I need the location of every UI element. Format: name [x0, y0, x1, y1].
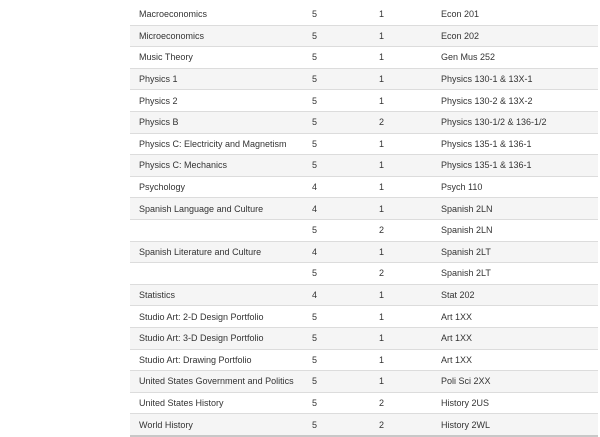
table-row [130, 90, 598, 112]
course-cell: Econ 201 [432, 4, 598, 25]
table-row [130, 133, 598, 155]
credits-cell: 1 [370, 327, 432, 349]
course-cell: Psych 110 [432, 176, 598, 198]
subject-cell: Statistics [130, 284, 303, 306]
credits-cell: 1 [370, 176, 432, 198]
table-row [130, 25, 598, 47]
credits-cell: 1 [370, 133, 432, 155]
credits-cell: 2 [370, 111, 432, 133]
course-cell: History 2US [432, 392, 598, 414]
course-cell: Physics 130-2 & 13X-2 [432, 90, 598, 112]
score-cell: 5 [303, 392, 370, 414]
subject-cell: Spanish Language and Culture [130, 198, 303, 220]
score-cell: 5 [303, 219, 370, 241]
course-cell: Physics 130-1/2 & 136-1/2 [432, 111, 598, 133]
subject-cell [130, 263, 303, 285]
score-cell: 5 [303, 68, 370, 90]
credits-cell: 1 [370, 68, 432, 90]
table-row [130, 414, 598, 436]
score-cell: 4 [303, 198, 370, 220]
credits-cell: 1 [370, 198, 432, 220]
course-cell: Gen Mus 252 [432, 47, 598, 69]
table-row [130, 47, 598, 69]
course-cell: Spanish 2LN [432, 198, 598, 220]
course-cell: History 2WL [432, 414, 598, 436]
score-cell: 5 [303, 371, 370, 393]
table-row [130, 4, 598, 25]
subject-cell: United States Government and Politics [130, 371, 303, 393]
credits-cell: 2 [370, 392, 432, 414]
subject-cell: Psychology [130, 176, 303, 198]
score-cell: 5 [303, 327, 370, 349]
subject-cell: Studio Art: 3-D Design Portfolio [130, 327, 303, 349]
score-cell: 5 [303, 349, 370, 371]
credits-cell: 1 [370, 349, 432, 371]
credits-cell: 1 [370, 306, 432, 328]
course-cell: Physics 135-1 & 136-1 [432, 133, 598, 155]
table-row [130, 176, 598, 198]
score-cell: 5 [303, 133, 370, 155]
score-cell: 5 [303, 155, 370, 177]
subject-cell: Music Theory [130, 47, 303, 69]
table-row [130, 306, 598, 328]
credits-cell: 1 [370, 371, 432, 393]
subject-cell: Studio Art: Drawing Portfolio [130, 349, 303, 371]
subject-cell: Studio Art: 2-D Design Portfolio [130, 306, 303, 328]
credits-cell: 2 [370, 414, 432, 436]
subject-cell: Physics C: Electricity and Magnetism [130, 133, 303, 155]
table-row [130, 349, 598, 371]
subject-cell: Spanish Literature and Culture [130, 241, 303, 263]
score-cell: 5 [303, 306, 370, 328]
course-cell: Poli Sci 2XX [432, 371, 598, 393]
course-cell: Spanish 2LN [432, 219, 598, 241]
subject-cell: Physics 1 [130, 68, 303, 90]
credits-cell: 2 [370, 263, 432, 285]
subject-cell: United States History [130, 392, 303, 414]
score-cell: 4 [303, 241, 370, 263]
score-cell: 4 [303, 176, 370, 198]
subject-cell: Microeconomics [130, 25, 303, 47]
credits-cell: 1 [370, 90, 432, 112]
course-cell: Art 1XX [432, 306, 598, 328]
score-cell: 5 [303, 414, 370, 436]
score-cell: 4 [303, 284, 370, 306]
table-row [130, 219, 598, 241]
table-row [130, 284, 598, 306]
credits-cell: 1 [370, 4, 432, 25]
credits-cell: 1 [370, 241, 432, 263]
course-cell: Spanish 2LT [432, 241, 598, 263]
score-cell: 5 [303, 263, 370, 285]
credits-cell: 2 [370, 219, 432, 241]
ap-credit-table [130, 4, 598, 437]
subject-cell: Physics B [130, 111, 303, 133]
table-row [130, 371, 598, 393]
score-cell: 5 [303, 4, 370, 25]
subject-cell [130, 219, 303, 241]
subject-cell: World History [130, 414, 303, 436]
table-row [130, 198, 598, 220]
table-row [130, 111, 598, 133]
course-cell: Art 1XX [432, 349, 598, 371]
course-cell: Art 1XX [432, 327, 598, 349]
course-cell: Econ 202 [432, 25, 598, 47]
course-cell: Spanish 2LT [432, 263, 598, 285]
credits-cell: 1 [370, 155, 432, 177]
table-row [130, 241, 598, 263]
subject-cell: Physics C: Mechanics [130, 155, 303, 177]
table-row [130, 392, 598, 414]
score-cell: 5 [303, 90, 370, 112]
credits-cell: 1 [370, 284, 432, 306]
table-row [130, 68, 598, 90]
score-cell: 5 [303, 25, 370, 47]
score-cell: 5 [303, 111, 370, 133]
credits-cell: 1 [370, 47, 432, 69]
table-row [130, 327, 598, 349]
subject-cell: Physics 2 [130, 90, 303, 112]
course-cell: Physics 135-1 & 136-1 [432, 155, 598, 177]
credits-cell: 1 [370, 25, 432, 47]
subject-cell: Macroeconomics [130, 4, 303, 25]
score-cell: 5 [303, 47, 370, 69]
table-row [130, 155, 598, 177]
course-cell: Stat 202 [432, 284, 598, 306]
course-cell: Physics 130-1 & 13X-1 [432, 68, 598, 90]
table-row [130, 263, 598, 285]
